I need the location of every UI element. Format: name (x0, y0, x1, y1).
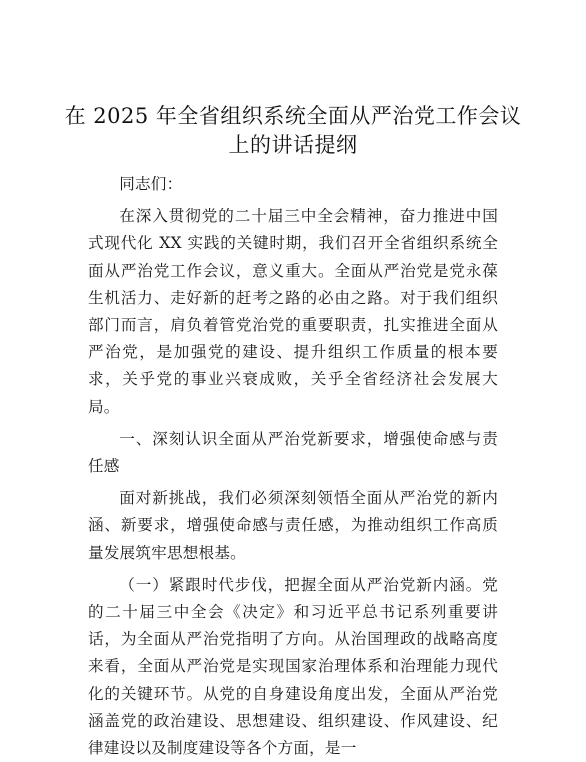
salutation: 同志们： (119, 175, 183, 193)
document-title-line-2: 上的讲话提纲 (228, 133, 358, 157)
paragraph-section-1-intro: 面对新挑战，我们必须深刻领悟全面从严治党的新内涵、新要求，增强使命感与责任感，为推动组织工作高质量发展筑牢思想根基。 (88, 489, 498, 562)
document-title-line-1: 在 2025 年全省组织系统全面从严治党工作会议 (64, 104, 522, 128)
document-body (88, 171, 498, 762)
paragraph-intro: 在深入贯彻党的二十届三中全会精神，奋力推进中国式现代化 XX 实践的关键时期，我们召开全省组织系统全面从严治党工作会议，意义重大。全面从严治党是党永葆生机活力、走好新的赶考之路的必由之路。对于我们组织部门而言，肩负着管党治党的重要职责，扎实推进全面从严治党，是加强党的建设、提升组织工作质量的根本要求，关乎党的事业兴衰成败，关乎全省经济社会发展大局。 (88, 207, 498, 416)
paragraph-subsection-1: （一）紧跟时代步伐，把握全面从严治党新内涵。党的二十届三中全会《决定》和习近平总书记系列重要讲话，为全面从严治党指明了方向。从治国理政的战略高度来看，全面从严治党是实现国家治理体系和治理能力现代化的关键环节。从党的自身建设角度出发，全面从严治党涵盖党的政治建设、思想建设、组织建设、作风建设、纪律建设以及制度建设等各个方面，是一 (88, 575, 498, 758)
section-heading-1: 一、深刻认识全面从严治党新要求，增强使命感与责任感 (88, 429, 498, 476)
